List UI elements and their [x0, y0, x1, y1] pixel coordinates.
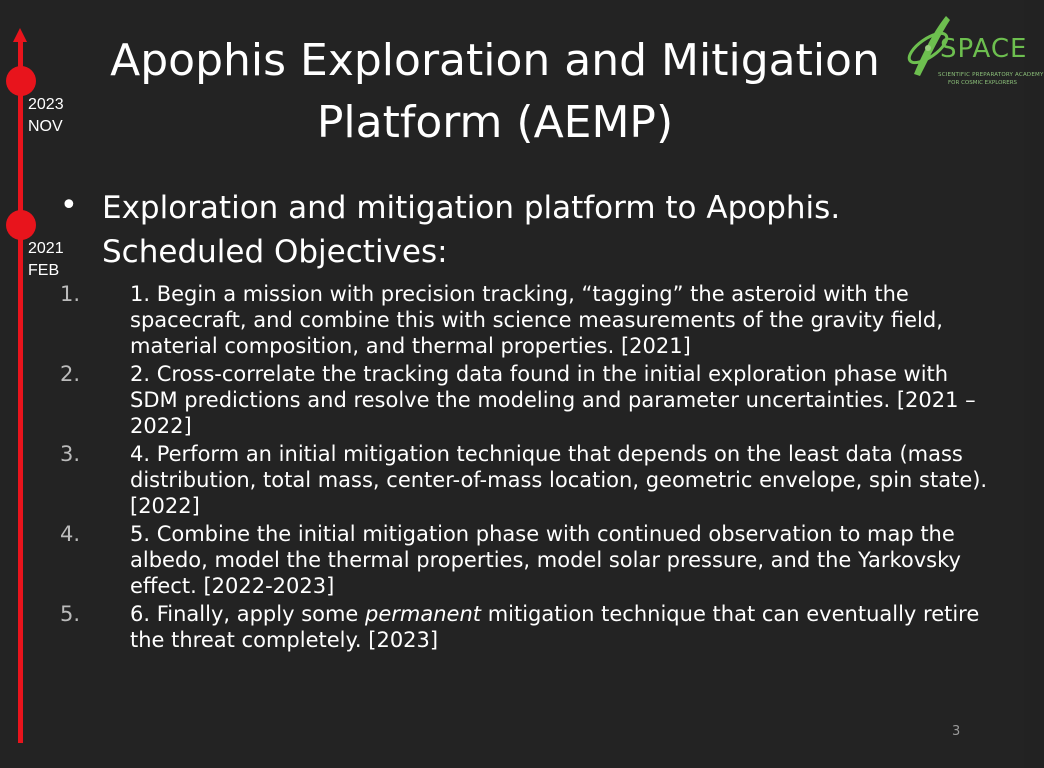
logo-subtitle: SCIENTIFIC PREPARATORY ACADEMY: [938, 72, 1044, 78]
emphasis-text: permanent: [365, 602, 482, 626]
timeline-marker-2023-nov: [6, 66, 36, 96]
list-item-text-end: mitigation technique that can eventually retire the threat completely. [2023]: [130, 602, 980, 652]
timeline-year: 2023: [28, 96, 64, 113]
list-item-number: 1.: [60, 282, 81, 306]
space-logo: [902, 6, 1044, 90]
bullet-text: Exploration and mitigation platform to Apophis. Scheduled Objectives:: [102, 190, 841, 270]
list-item: [60, 521, 980, 599]
list-item-text: 2. Cross-correlate the tracking data found in the initial exploration phase with SDM predictions and resolve the modeling and parameter uncertainties. [2021 – 2022]: [130, 362, 976, 438]
list-item: [60, 441, 988, 519]
objectives-list: [60, 281, 988, 655]
timeline-marker-2021-feb: [6, 210, 36, 240]
list-item-text: 4. Perform an initial mitigation technique that depends on the least data (mass distribution, total mass, center-of-mass location, geometric envelope, spin state). [2022]: [130, 442, 988, 518]
list-item-text: [130, 601, 990, 653]
logo-subtitle: FOR COSMIC EXPLORERS: [948, 80, 1018, 86]
timeline-month: NOV: [28, 118, 63, 135]
timeline-year: 2021: [28, 240, 64, 257]
page-number: 3: [952, 724, 961, 739]
timeline-line: [18, 40, 23, 743]
list-item-text-start: 6. Finally, apply some: [130, 602, 366, 626]
slide-title: Apophis Exploration and Mitigation Platform (AEMP): [110, 35, 880, 148]
timeline-month: FEB: [28, 262, 60, 279]
logo-wordmark: SPACE: [940, 34, 1028, 64]
list-item-number: 2.: [60, 362, 81, 386]
list-item-text: 5. Combine the initial mitigation phase with continued observation to map the albedo, model the thermal properties, model solar pressure, and the Yarkovsky effect. [2022-2023]: [130, 522, 961, 598]
timeline-label-2023: [28, 94, 64, 138]
list-item: [60, 281, 980, 359]
list-item: [60, 361, 980, 439]
list-item-number: 4.: [60, 522, 81, 546]
list-item-number: 3.: [60, 442, 81, 466]
list-item: [60, 601, 980, 653]
timeline-label-2021: [28, 238, 64, 282]
list-item-number: 5.: [60, 602, 81, 626]
list-item-text: 1. Begin a mission with precision tracking, “tagging” the asteroid with the spacecraft, and combine this with science measurements of the gravity field, material composition, and thermal properties. [2021]: [130, 282, 943, 358]
bullet-icon: •: [60, 188, 78, 223]
